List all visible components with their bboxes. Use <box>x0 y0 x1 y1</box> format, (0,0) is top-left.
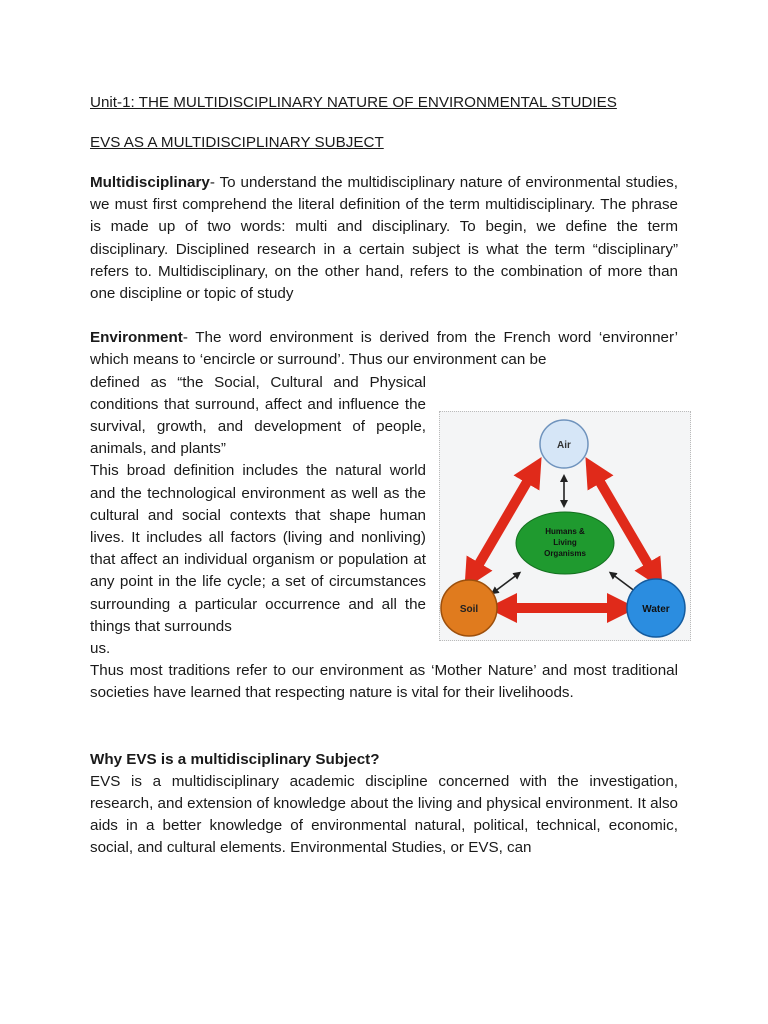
environment-text-top: - The word environment is derived from the French word ‘environner’ which means to ‘encircle or surround’. Thus our environment can be <box>90 329 678 369</box>
environment-diagram-svg <box>440 412 690 640</box>
environment-wrapped-text <box>90 372 426 661</box>
environment-broad-definition: This broad definition includes the natural world and the technological environment as well as the cultural and social contexts that shape human lives. It includes all factors (living and nonliving) that affect an individual organism or population at any point in the life cycle; a set of circumstances surrounding a particular occurrence and all the things that surrounds <box>90 462 426 635</box>
water-label: Water <box>642 604 670 615</box>
water-center-arrow <box>612 574 636 592</box>
center-label-line1: Humans & <box>545 527 585 536</box>
environment-definition: defined as “the Social, Cultural and Physical conditions that surround, affect and influence the survival, growth, and development of people, animals, and plants” <box>90 373 426 458</box>
why-paragraph: EVS is a multidisciplinary academic discipline concerned with the investigation, research, and extension of knowledge about the living and physical environment. It also aids in a better knowledge of environmental natural, political, technical, economic, social, and cultural elements. Environmental Studies, or EVS, can <box>90 772 678 857</box>
center-label-line2: Living <box>553 538 577 547</box>
multidisciplinary-paragraph <box>90 172 678 305</box>
soil-label: Soil <box>459 604 479 615</box>
air-label: Air <box>557 440 571 451</box>
unit-heading: Unit-1: THE MULTIDISCIPLINARY NATURE OF ENVIRONMENTAL STUDIES <box>90 94 617 111</box>
mother-nature-paragraph: Thus most traditions refer to our environment as ‘Mother Nature’ and most traditional societies have learned that respecting nature is vital for their livelihoods. <box>90 662 678 702</box>
center-label-line3: Organisms <box>544 549 586 558</box>
environment-intro <box>90 327 678 371</box>
environment-term: Environment <box>90 329 183 347</box>
multidisciplinary-text: - To understand the multidisciplinary nature of environmental studies, we must first comprehend the literal definition of the term multidisciplinary. The phrase is made up of two words: multi and disciplinary. To begin, we define the term disciplinary. Disciplined research in a certain subject is what the term “disciplinary” refers to. Multidisciplinary, on the other hand, refers to the combination of more than one discipline or topic of study <box>90 174 678 303</box>
section-heading: EVS AS A MULTIDISCIPLINARY SUBJECT <box>90 134 384 151</box>
soil-center-arrow <box>494 574 518 592</box>
environment-diagram <box>439 411 691 641</box>
why-heading: Why EVS is a multidisciplinary Subject? <box>90 750 380 768</box>
environment-broad-end: us. <box>90 640 111 658</box>
multidisciplinary-term: Multidisciplinary <box>90 174 210 191</box>
